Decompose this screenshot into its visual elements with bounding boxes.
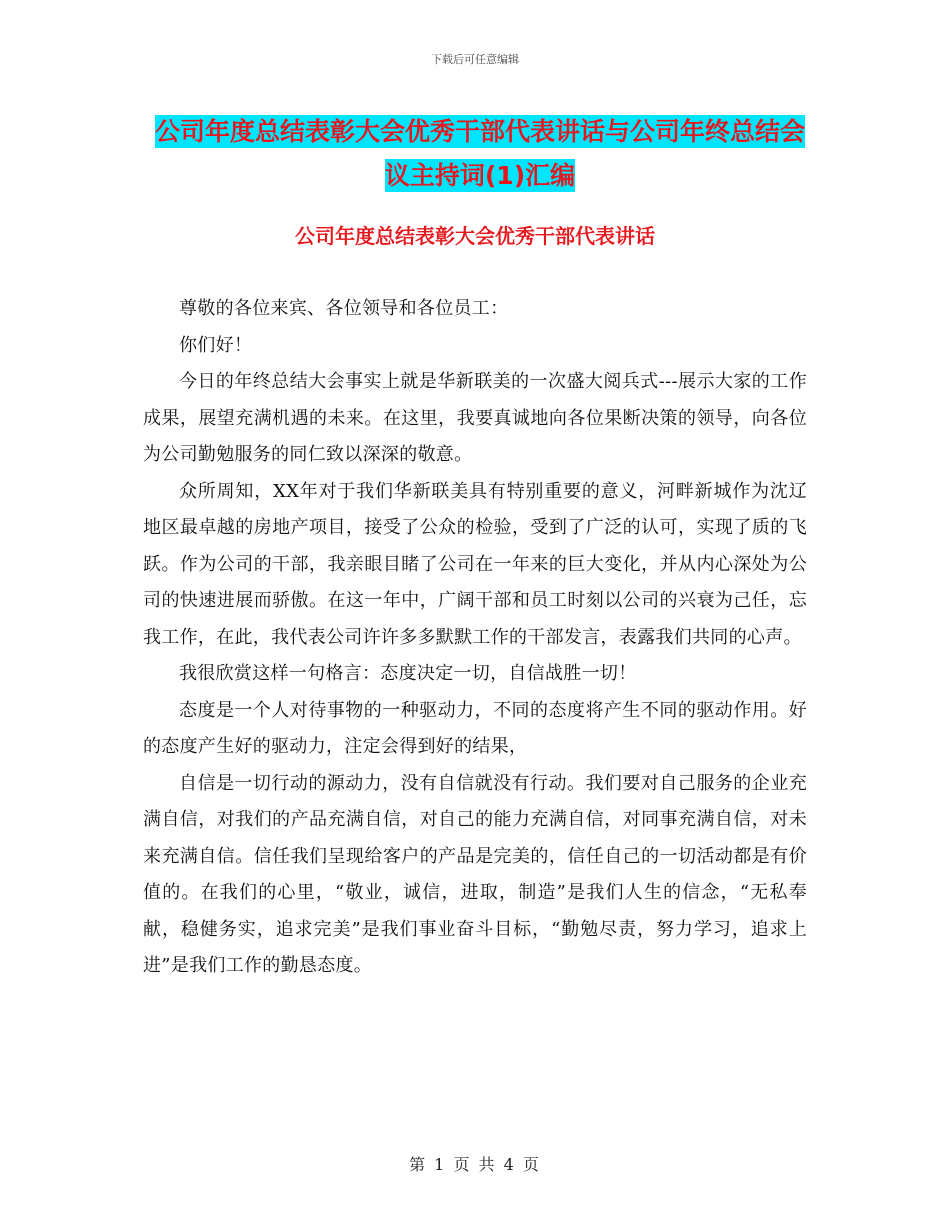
- document-title-text: 公司年度总结表彰大会优秀干部代表讲话与公司年终总结会议主持词(1)汇编: [154, 117, 805, 190]
- paragraph-salutation: 尊敬的各位来宾、各位领导和各位员工：: [179, 298, 509, 319]
- section-title: 公司年度总结表彰大会优秀干部代表讲话: [295, 224, 655, 248]
- header-text: 下载后可任意编辑: [431, 53, 519, 66]
- paragraph-greeting: 你们好！: [179, 334, 253, 356]
- paragraph-confidence: 自信是一切行动的源动力，没有自信就没有行动。我们要对自己服务的企业充满自信，对我们的产品充满自信，对自己的能力充满自信，对同事充满自信，对未来充满自信。信任我们呈现给客户的产品是完美的，信任自己的一切活动都是有价值的。在我们的心里，“敬业，诚信，进取，制造”是我们人生的信念，“无私奉献，稳健务实，追求完美”是我们事业奋斗目标，“勤勉尽责，努力学习，追求上进”是我们工作的勤恳态度。: [143, 772, 807, 976]
- document-body: [143, 291, 807, 985]
- document-title: [150, 110, 810, 198]
- page-number: 第 1 页 共 4 页: [409, 1155, 541, 1174]
- paragraph-opening: 今日的年终总结大会事实上就是华新联美的一次盛大阅兵式---展示大家的工作成果，展望充满机遇的未来。在这里，我要真诚地向各位果断决策的领导，向各位为公司勤勉服务的同仁致以深深的敬意。: [143, 371, 807, 465]
- paragraph-year-review: 众所周知，XX年对于我们华新联美具有特别重要的意义，河畔新城作为沈辽地区最卓越的房地产项目，接受了公众的检验，受到了广泛的认可，实现了质的飞跃。作为公司的干部，我亲眼目睹了公司在一年来的巨大变化，并从内心深处为公司的快速进展而骄傲。在这一年中，广阔干部和员工时刻以公司的兴衰为己任，忘我工作，在此，我代表公司许许多多默默工作的干部发言，表露我们共同的心声。: [143, 480, 807, 648]
- paragraph-motto: 我很欣赏这样一句格言：态度决定一切，自信战胜一切！: [179, 663, 637, 684]
- page-footer: [0, 1155, 950, 1175]
- page-header: [0, 53, 950, 67]
- paragraph-attitude: 态度是一个人对待事物的一种驱动力，不同的态度将产生不同的驱动作用。好的态度产生好的驱动力，注定会得到好的结果，: [143, 699, 807, 757]
